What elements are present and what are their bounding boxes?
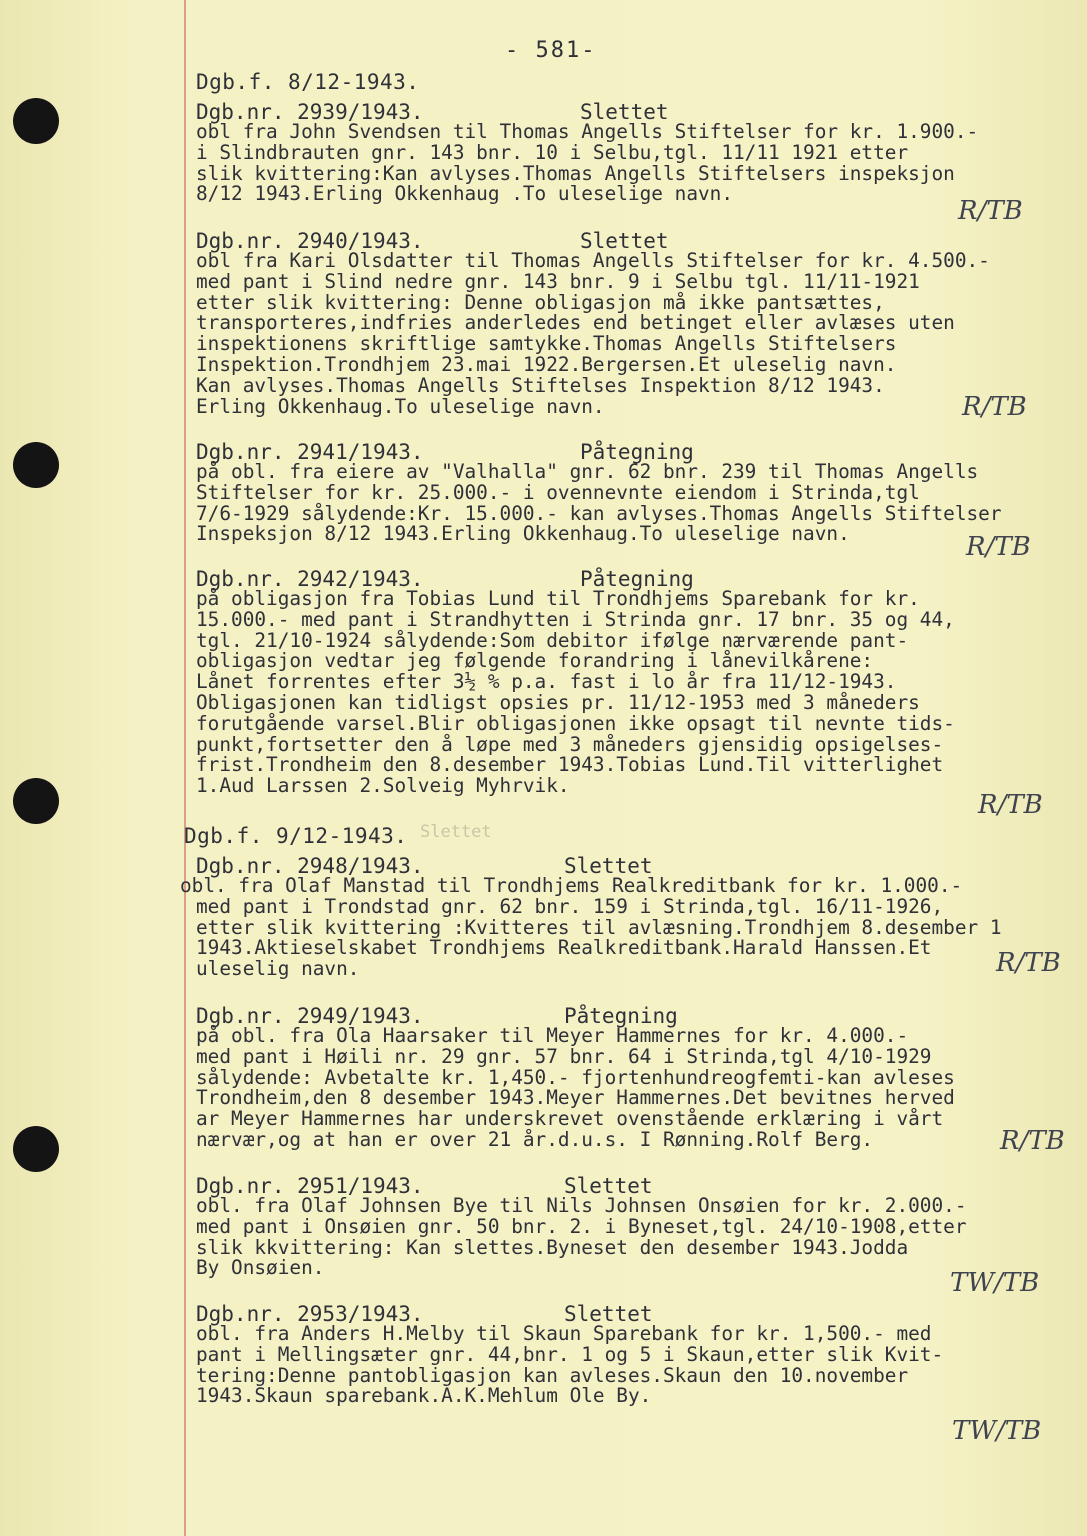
entry-action: Påtegning bbox=[564, 1004, 678, 1028]
entry-line: Trondheim,den 8 desember 1943.Meyer Hammernes.Det bevitnes herved bbox=[196, 1086, 955, 1110]
entry-line: på obl. fra Ola Haarsaker til Meyer Hammernes for kr. 4.000.- bbox=[196, 1024, 909, 1047]
entry-line: på obl. fra eiere av "Valhalla" gnr. 62 bnr. 239 til Thomas Angells bbox=[196, 460, 979, 483]
entry-ref: Dgb.nr. 2942/1943. bbox=[196, 567, 424, 591]
entry-line: slik kvittering:Kan avlyses.Thomas Angells Stiftelsers inspeksjon bbox=[196, 161, 955, 185]
entry-line: obl. fra Olaf Johnsen Bye til Nils Johnsen Onsøien for kr. 2.000.- bbox=[196, 1194, 967, 1217]
entry-line: slik kkvittering: Kan slettes.Byneset den desember 1943.Jodda bbox=[196, 1235, 909, 1259]
entry-action: Påtegning bbox=[580, 440, 694, 464]
entry-line: pant i Mellingsæter gnr. 44,bnr. 1 og 5 i Skaun,etter slik Kvit- bbox=[196, 1342, 944, 1366]
entry-line: forutgående varsel.Blir obligasjonen ikke opsagt til nevnte tids- bbox=[196, 711, 955, 735]
entry-line: By Onsøien. bbox=[196, 1256, 325, 1280]
entry-line: obl. fra Anders H.Melby til Skaun Sparebank for kr. 1,500.- med bbox=[196, 1322, 932, 1345]
clerk-initials: R/TB bbox=[962, 392, 1027, 422]
entry-ref: Dgb.nr. 2940/1943. bbox=[196, 229, 424, 253]
clerk-initials: R/TB bbox=[978, 790, 1043, 820]
clerk-initials: TW/TB bbox=[950, 1268, 1040, 1298]
entry-ref: Dgb.nr. 2951/1943. bbox=[196, 1174, 424, 1198]
entry-line: Lånet forrentes efter 3½ % p.a. fast i lo år fra 11/12-1943. bbox=[196, 670, 897, 694]
entry-line: 1943.Aktieselskabet Trondhjems Realkreditbank.Harald Hanssen.Et bbox=[196, 936, 932, 960]
entry-ref: Dgb.nr. 2953/1943. bbox=[196, 1302, 424, 1326]
clerk-initials: TW/TB bbox=[952, 1416, 1042, 1446]
bleed-through-text: Slettet bbox=[420, 822, 492, 842]
entry-line: inspektionens skriftlige samtykke.Thomas Angells Stiftelsers bbox=[196, 332, 897, 356]
margin-line bbox=[184, 0, 186, 1536]
binder-hole bbox=[13, 1126, 59, 1172]
entry-line: med pant i Trondstad gnr. 62 bnr. 159 i Strinda,tgl. 16/11-1926, bbox=[196, 894, 944, 918]
entry-action: Påtegning bbox=[580, 567, 694, 591]
entry-line: 8/12 1943.Erling Okkenhaug .To uleselige navn. bbox=[196, 182, 734, 206]
entry bbox=[196, 100, 1076, 205]
entry-ref: Dgb.nr. 2939/1943. bbox=[196, 100, 424, 124]
entry-line: på obligasjon fra Tobias Lund til Trondhjems Sparebank for kr. bbox=[196, 587, 920, 610]
entry-line: tering:Denne pantobligasjon kan avleses.Skaun den 10.november bbox=[196, 1363, 909, 1387]
binder-hole bbox=[13, 98, 59, 144]
entry bbox=[196, 567, 1076, 797]
entry-line: i Slindbrauten gnr. 143 bnr. 10 i Selbu,tgl. 11/11 1921 etter bbox=[196, 140, 909, 164]
clerk-initials: R/TB bbox=[1000, 1126, 1065, 1156]
entry-line: Inspektion.Trondhjem 23.mai 1922.Bergersen.Et uleselig navn. bbox=[196, 352, 897, 376]
entry bbox=[180, 854, 1076, 981]
entry-line: nærvær,og at han er over 21 år.d.u.s. I Rønning.Rolf Berg. bbox=[196, 1127, 874, 1151]
binder-hole bbox=[13, 778, 59, 824]
entry-ref: Dgb.nr. 2949/1943. bbox=[196, 1004, 424, 1028]
entry-line: Obligasjonen kan tidligst opsies pr. 11/12-1953 med 3 måneders bbox=[196, 690, 920, 714]
day-heading: Dgb.f. 9/12-1943. bbox=[184, 824, 408, 848]
clerk-initials: R/TB bbox=[958, 196, 1023, 226]
entry-line: tgl. 21/10-1924 sålydende:Som debitor ifølge nærværende pant- bbox=[196, 628, 909, 652]
binder-hole bbox=[13, 442, 59, 488]
entry bbox=[196, 229, 1076, 417]
entry-ref: Dgb.nr. 2948/1943. bbox=[196, 854, 424, 878]
entry-line: obl fra Kari Olsdatter til Thomas Angells Stiftelser for kr. 4.500.- bbox=[196, 249, 990, 272]
entry-line: Erling Okkenhaug.To uleselige navn. bbox=[196, 394, 605, 418]
entry-line: transporteres,indfries anderledes end betinget eller avlæses uten bbox=[196, 311, 955, 335]
entry bbox=[196, 1174, 1076, 1279]
entry-action: Slettet bbox=[564, 1174, 653, 1198]
entry-line: Inspeksjon 8/12 1943.Erling Okkenhaug.To uleselige navn. bbox=[196, 522, 850, 546]
entry-line: Kan avlyses.Thomas Angells Stiftelses Inspektion 8/12 1943. bbox=[196, 373, 885, 397]
entry bbox=[196, 1302, 1076, 1407]
entry-line: 1.Aud Larssen 2.Solveig Myhrvik. bbox=[196, 774, 570, 798]
entry-line: punkt,fortsetter den å løpe med 3 måneders gjensidig opsigelses- bbox=[196, 732, 944, 756]
page-number: - 581- bbox=[505, 38, 597, 63]
entry-line: obl fra John Svendsen til Thomas Angells Stiftelser for kr. 1.900.- bbox=[196, 120, 979, 143]
entry-line: med pant i Slind nedre gnr. 143 bnr. 9 i Selbu tgl. 11/11-1921 bbox=[196, 269, 920, 293]
entry-line: etter slik kvittering: Denne obligasjon må ikke pantsættes, bbox=[196, 290, 885, 314]
entry-line: obl. fra Olaf Manstad til Trondhjems Realkreditbank for kr. 1.000.- bbox=[180, 874, 963, 897]
entry-line: frist.Trondheim den 8.desember 1943.Tobias Lund.Til vitterlighet bbox=[196, 753, 944, 777]
entry-action: Slettet bbox=[564, 1302, 653, 1326]
entry-line: sålydende: Avbetalte kr. 1,450.- fjortenhundreogfemti-kan avleses bbox=[196, 1065, 955, 1089]
entry-action: Slettet bbox=[580, 100, 669, 124]
entry-line: med pant i Høili nr. 29 gnr. 57 bnr. 64 i Strinda,tgl 4/10-1929 bbox=[196, 1044, 932, 1068]
entry bbox=[196, 440, 1076, 545]
entry-action: Slettet bbox=[564, 854, 653, 878]
entry-line: 7/6-1929 sålydende:Kr. 15.000.- kan avlyses.Thomas Angells Stiftelser bbox=[196, 501, 1002, 525]
entry-line: med pant i Onsøien gnr. 50 bnr. 2. i Byneset,tgl. 24/10-1908,etter bbox=[196, 1214, 967, 1238]
entry-action: Slettet bbox=[580, 229, 669, 253]
entry-line: 1943.Skaun sparebank.A.K.Mehlum Ole By. bbox=[196, 1384, 652, 1408]
entry-line: ar Meyer Hammernes har underskrevet ovenstående erklæring i vårt bbox=[196, 1107, 944, 1131]
entry-line: uleselig navn. bbox=[196, 957, 360, 981]
entry-ref: Dgb.nr. 2941/1943. bbox=[196, 440, 424, 464]
entry-line: 15.000.- med pant i Strandhytten i Strinda gnr. 17 bnr. 35 og 44, bbox=[196, 607, 955, 631]
day-heading: Dgb.f. 8/12-1943. bbox=[196, 70, 420, 94]
entry-line: obligasjon vedtar jeg følgende forandring i lånevilkårene: bbox=[196, 649, 874, 673]
clerk-initials: R/TB bbox=[966, 532, 1031, 562]
entry-line: etter slik kvittering :Kvitteres til avlæsning.Trondhjem 8.desember 1 bbox=[196, 915, 1002, 939]
entry bbox=[196, 1004, 1076, 1151]
entry-line: Stiftelser for kr. 25.000.- i ovennevnte eiendom i Strinda,tgl bbox=[196, 480, 920, 504]
clerk-initials: R/TB bbox=[996, 948, 1061, 978]
